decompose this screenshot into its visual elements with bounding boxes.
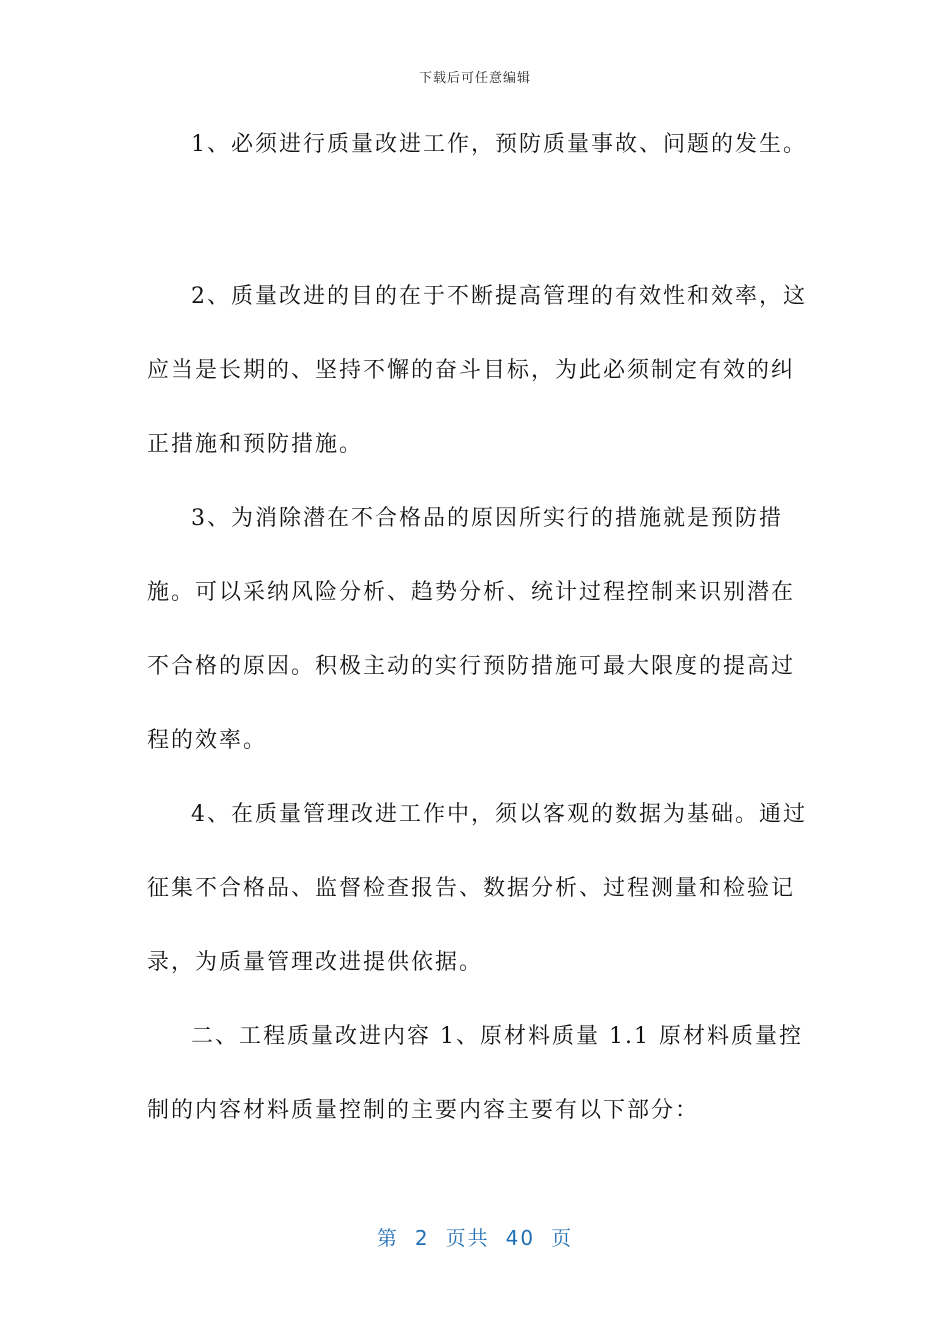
- paragraph-4: 4、在质量管理改进工作中，须以客观的数据为基础。通过征集不合格品、监督检查报告、数据分析、过程测量和检验记录，为质量管理改进提供依据。: [147, 802, 807, 975]
- header-note: 下载后可任意编辑: [418, 71, 531, 86]
- page-label-suffix: 页: [551, 1226, 574, 1250]
- paragraph-block-first: [147, 108, 817, 182]
- paragraph-1: 1、必须进行质量改进工作，预防质量事故、问题的发生。: [191, 132, 807, 157]
- page-number: 2: [414, 1226, 430, 1250]
- page-label-middle: 页共: [445, 1226, 490, 1250]
- paragraph-block-main: [147, 260, 817, 1148]
- paragraph-2: 2、质量改进的目的在于不断提高管理的有效性和效率，这应当是长期的、坚持不懈的奋斗目标，为此必须制定有效的纠正措施和预防措施。: [147, 284, 807, 457]
- page-label-prefix: 第: [376, 1226, 399, 1250]
- paragraph-5: 二、工程质量改进内容 1、原材料质量 1.1 原材料质量控制的内容材料质量控制的主要内容主要有以下部分：: [147, 1024, 803, 1123]
- page-total: 40: [505, 1226, 536, 1250]
- paragraph-3: 3、为消除潜在不合格品的原因所实行的措施就是预防措施。可以采纳风险分析、趋势分析、统计过程控制来识别潜在不合格的原因。积极主动的实行预防措施可最大限度的提高过程的效率。: [147, 506, 796, 753]
- page-footer: [0, 1222, 950, 1251]
